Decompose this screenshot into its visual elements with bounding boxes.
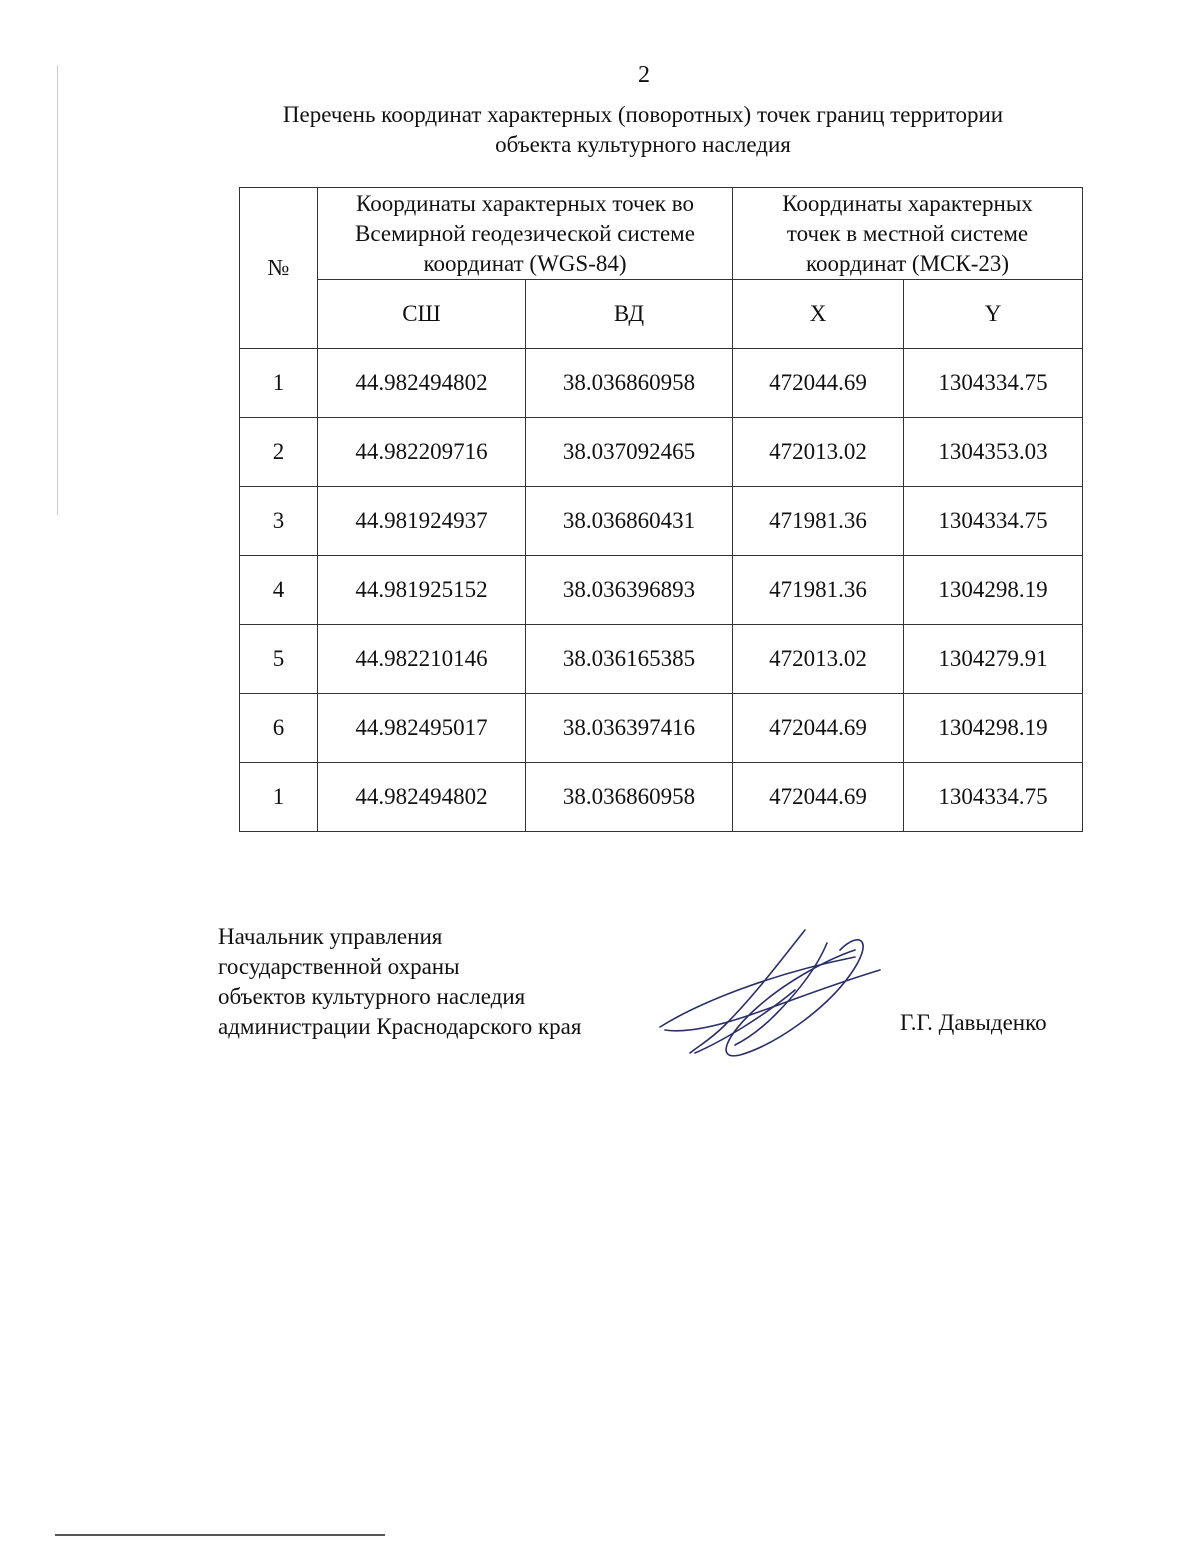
wgs84-header-line-1: Координаты характерных точек во [356, 190, 694, 216]
x-column-header: X [733, 280, 904, 349]
latitude-cell: 44.982495017 [318, 694, 526, 763]
msk23-header-line-3: координат (МСК-23) [805, 250, 1010, 276]
x-cell: 472044.69 [733, 349, 904, 418]
longitude-cell: 38.036860431 [526, 487, 733, 556]
latitude-cell: 44.981924937 [318, 487, 526, 556]
longitude-cell: 38.037092465 [526, 418, 733, 487]
latitude-cell: 44.982210146 [318, 625, 526, 694]
longitude-cell: 38.036860958 [526, 349, 733, 418]
x-cell: 472013.02 [733, 625, 904, 694]
signatory-position [218, 922, 581, 1042]
point-number-cell: 4 [240, 556, 318, 625]
table-subheader-row [240, 280, 1083, 349]
document-title-line-2: объекта культурного наследия [495, 132, 791, 157]
page-number: 2 [638, 62, 650, 88]
x-cell: 472044.69 [733, 694, 904, 763]
lon-column-header: ВД [526, 280, 733, 349]
x-cell: 472013.02 [733, 418, 904, 487]
wgs84-header-line-3: координат (WGS-84) [423, 250, 627, 276]
table-row [240, 694, 1083, 763]
latitude-cell: 44.982209716 [318, 418, 526, 487]
point-number-cell: 2 [240, 418, 318, 487]
wgs84-group-header [318, 188, 733, 280]
wgs84-header-line-2: Всемирной геодезической системе [355, 220, 695, 246]
x-cell: 471981.36 [733, 487, 904, 556]
point-number-cell: 6 [240, 694, 318, 763]
document-title-line-1: Перечень координат характерных (поворотных) точек границ территории [282, 102, 1004, 127]
longitude-cell: 38.036165385 [526, 625, 733, 694]
y-cell: 1304334.75 [904, 763, 1083, 832]
msk23-group-header [733, 188, 1083, 280]
signatory-position-line-1: Начальник управления [218, 924, 443, 949]
msk23-header-line-2: точек в местной системе [786, 220, 1029, 246]
table-row [240, 763, 1083, 832]
y-cell: 1304298.19 [904, 556, 1083, 625]
scan-bottom-line [55, 1534, 385, 1536]
table-row [240, 625, 1083, 694]
y-cell: 1304353.03 [904, 418, 1083, 487]
longitude-cell: 38.036396893 [526, 556, 733, 625]
lat-column-header: СШ [318, 280, 526, 349]
y-cell: 1304334.75 [904, 487, 1083, 556]
signatory-position-line-4: администрации Краснодарского края [218, 1014, 582, 1039]
signatory-name: Г.Г. Давыденко [900, 1010, 1047, 1035]
y-cell: 1304298.19 [904, 694, 1083, 763]
point-number-cell: 5 [240, 625, 318, 694]
table-row [240, 349, 1083, 418]
latitude-cell: 44.982494802 [318, 349, 526, 418]
document-title [230, 100, 1056, 160]
table-row [240, 418, 1083, 487]
scan-margin-line [57, 65, 58, 515]
y-cell: 1304334.75 [904, 349, 1083, 418]
y-cell: 1304279.91 [904, 625, 1083, 694]
x-cell: 472044.69 [733, 763, 904, 832]
coordinates-table [239, 187, 1083, 832]
y-column-header: Y [904, 280, 1083, 349]
point-number-cell: 1 [240, 349, 318, 418]
handwritten-signature [655, 915, 895, 1065]
longitude-cell: 38.036860958 [526, 763, 733, 832]
table-row [240, 487, 1083, 556]
table-header-row [240, 188, 1083, 280]
longitude-cell: 38.036397416 [526, 694, 733, 763]
num-column-header: № [240, 188, 318, 349]
msk23-header-line-1: Координаты характерных [782, 190, 1033, 216]
signatory-position-line-3: объектов культурного наследия [218, 984, 526, 1009]
latitude-cell: 44.982494802 [318, 763, 526, 832]
x-cell: 471981.36 [733, 556, 904, 625]
signatory-position-line-2: государственной охраны [218, 954, 460, 979]
point-number-cell: 3 [240, 487, 318, 556]
table-row [240, 556, 1083, 625]
point-number-cell: 1 [240, 763, 318, 832]
latitude-cell: 44.981925152 [318, 556, 526, 625]
